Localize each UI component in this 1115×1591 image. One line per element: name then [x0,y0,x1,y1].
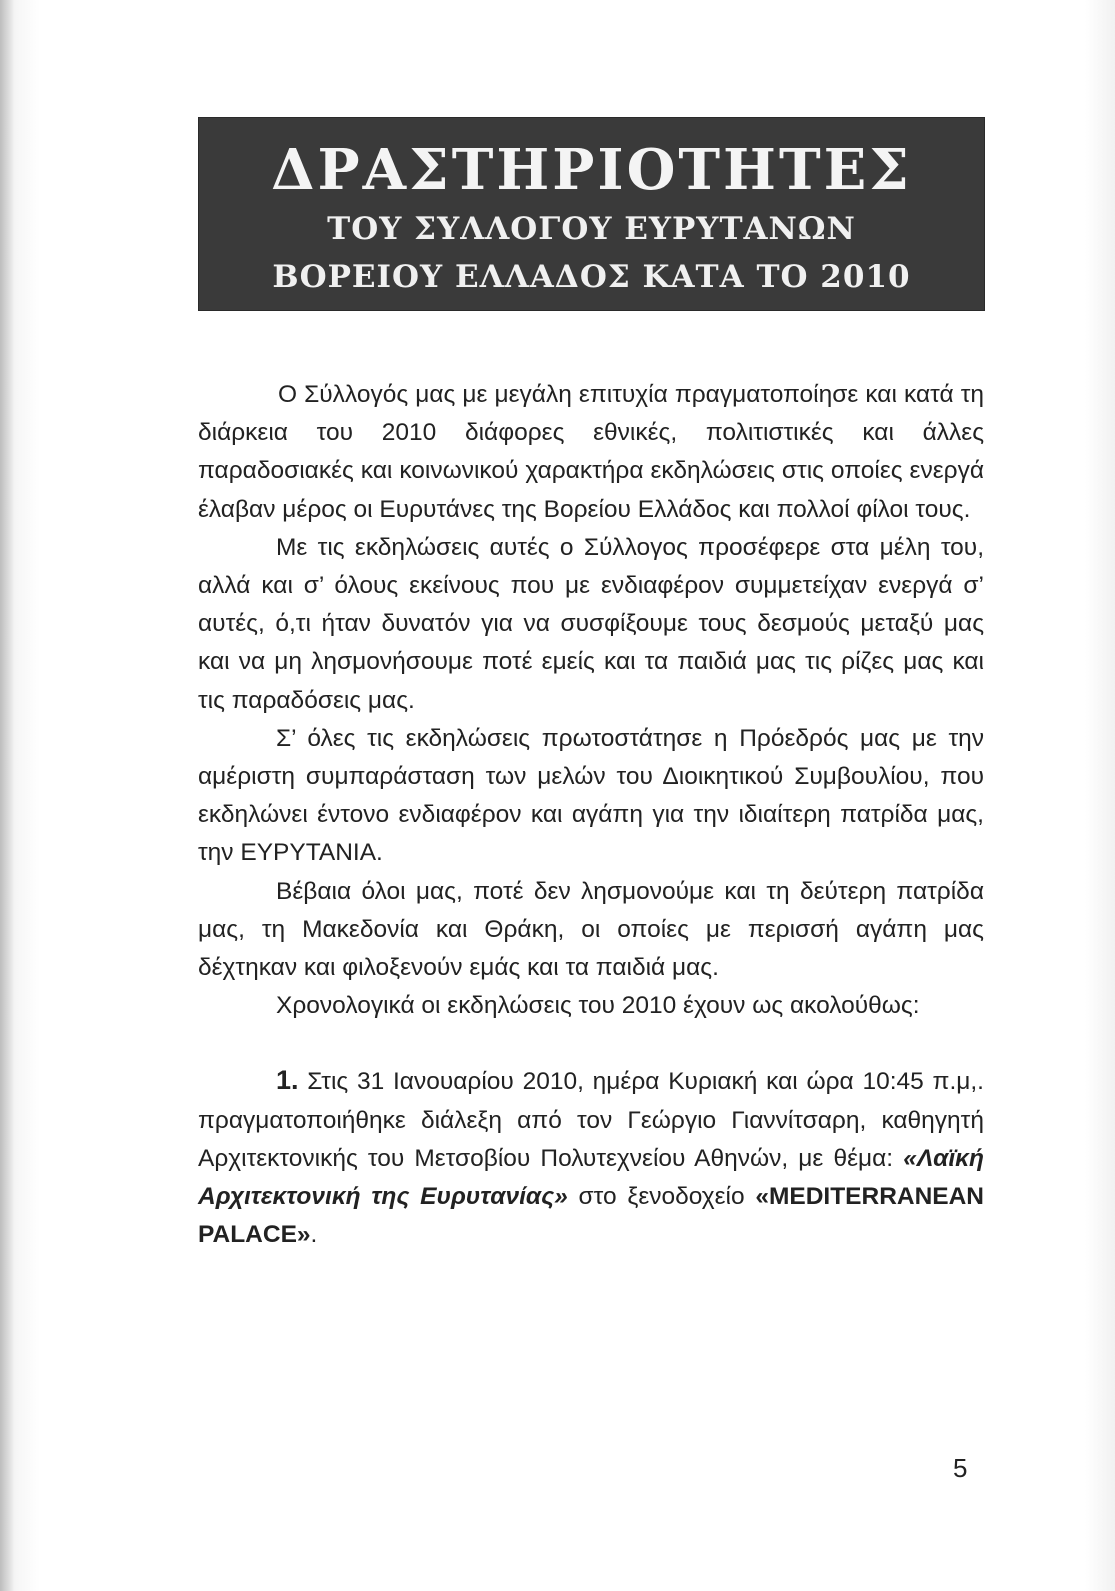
event-text: στο ξενοδοχείο [567,1183,756,1211]
event-topic: «Λαϊκή Αρχιτεκτονική της Ευρυτανίας» [198,1144,984,1211]
paragraph: Χρονολογικά οι εκδηλώσεις του 2010 έχουν ως ακολούθως: [276,992,920,1020]
event-venue: «MEDITERRANEAN PALACE» [198,1183,984,1249]
paragraph: Βέβαια όλοι μας, ποτέ δεν λησμονούμε και τη δεύτερη πατρίδα μας, τη Μακεδονία και Θράκη, οι οποίες με περισσή αγάπη μας δέχτηκαν και φιλοξενούν εμάς και τα παιδιά μας. [198,877,984,982]
event-text: Στις 31 Ιανουαρίου 2010, ημέρα Κυριακή και ώρα 10:45 π.μ,. πραγματοποιήθηκε διάλεξη από τον Γεώργιο Γιαννίτσαρη, καθηγητή Αρχιτεκτονικής του Μετσοβίου Πολυτεχνείου Αθηνών, με θέμα: [198,1068,984,1172]
header-subtitle-line1: ΤΟΥ ΣΥΛΛΟΓΟΥ ΕΥΡΥΤΑΝΩΝ [327,211,856,247]
event-item [198,1061,984,1254]
event-text: . [310,1221,318,1249]
header-subtitle-line2: ΒΟΡΕΙΟΥ ΕΛΛΑΔΟΣ ΚΑΤΑ ΤΟ 2010 [272,259,911,295]
page-spine-shadow [0,0,14,1591]
paragraph: Με τις εκδηλώσεις αυτές ο Σύλλογος προσέφερε στα μέλη του, αλλά και σ’ όλους εκείνους που με ενδιαφέρον συμμετείχαν ενεργά σ’ αυτές, ό,τι ήταν δυνατόν για να συσφίξουμε τους δεσμούς μεταξύ μας και να μη λησμονήσουμε ποτέ εμείς και τα παιδιά μας τις ρίζες μας και τις παραδόσεις μας. [198,533,984,714]
paragraph: Σ’ όλες τις εκδηλώσεις πρωτοστάτησε η Πρόεδρός μας με την αμέριστη συμπαράσταση των μελών του Διοικητικού Συμβουλίου, που εκδηλώνει έντονο ενδιαφέρον και αγάπη για την ιδιαίτερη πατρίδα μας, την ΕΥΡΥΤΑΝΙΑ. [198,724,984,867]
page-number: 5 [953,1453,968,1483]
event-number: 1. [276,1065,299,1096]
body-text [198,376,984,1254]
paragraph: Ο Σύλλογός μας με μεγάλη επιτυχία πραγματοποίησε και κατά τη διάρκεια του 2010 διάφορες εθνικές, πολιτιστικές και άλλες παραδοσιακές και κοινωνικού χαρακτήρα εκδηλώσεις στις οποίες ενεργά έλαβαν μέρος οι Ευρυτάνες της Βορείου Ελλάδος και πολλοί φίλοι τους. [198,381,984,523]
header-title: ΔΡΑΣΤΗΡΙΟΤΗΤΕΣ [271,137,912,203]
spacer [198,1025,984,1061]
header-banner [198,117,985,311]
